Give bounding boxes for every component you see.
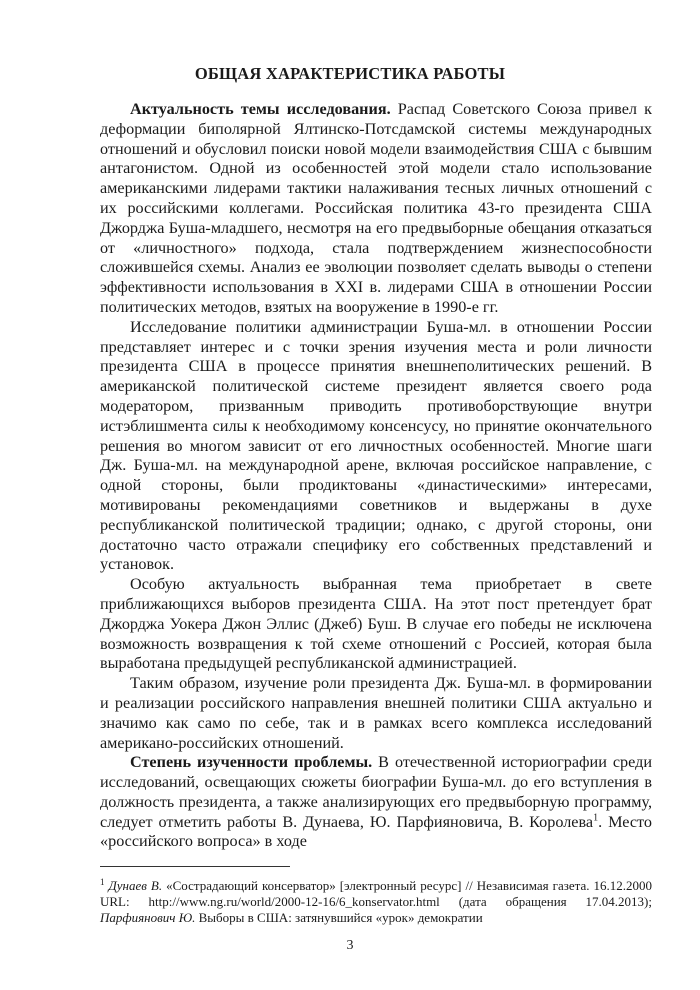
main-text bbox=[100, 100, 652, 852]
paragraph-text-tail: . Место «российского вопроса» в ходе bbox=[100, 812, 652, 851]
paragraph-historiography bbox=[100, 753, 652, 852]
page-number: 3 bbox=[346, 938, 354, 953]
footnote-text: «Сострадающий консерватор» [электронный ресурс] // Независимая газета. 16.12.2000 URL: http://www.ng.ru/world/2000-12-16/6_konservator.html (дата обращения 17.04.2013); bbox=[100, 878, 652, 909]
footnote-author: Парфиянович Ю. bbox=[100, 910, 196, 925]
footnote-reference[interactable]: 1 bbox=[593, 812, 599, 824]
footnote-separator bbox=[100, 866, 290, 867]
page-title: ОБЩАЯ ХАРАКТЕРИСТИКА РАБОТЫ bbox=[194, 64, 506, 83]
footnote-number: 1 bbox=[100, 876, 105, 887]
paragraph-personality: Исследование политики администрации Буша-мл. в отношении России представляет интерес и с точки зрения изучения места и роли личности президента США в процессе принятия внешнеполитических решений. В американской политической системе президент является своего рода модератором, призванным приводить противоборствующие внутри истэблишмента силы к необходимому консенсусу, но принятие окончательного решения во многом зависит от его личностных особенностей. Многие шаги Дж. Буша-мл. на международной арене, включая российское направление, с одной стороны, были продиктованы «династическими» интересами, мотивированы рекомендациями советников и выдержаны в духе республиканской политической традиции; однако, с другой стороны, они достаточно часто отражали специфику его собственных представлений и установок. bbox=[100, 317, 652, 574]
paragraph-text: Распад Советского Союза привел к деформации биполярной Ялтинско-Потсдамской системы международных отношений и обусловил поиски новой модели взаимодействия США с бывшим антагонистом. Одной из особенностей этой модели стало использование американскими лидерами тактики налаживания тесных личных отношений с их российскими коллегами. Российская политика 43-го президента США Джорджа Буша-младшего, несмотря на его предвыборные обещания отказаться от «личностного» подхода, стала подтверждением жизнеспособности сложившейся схемы. Анализ ее эволюции позволяет сделать выводы о степени эффективности использования в XXI в. лидерами США в отношении России политических методов, взятых на вооружение в 1990-е гг. bbox=[100, 100, 652, 316]
footnote bbox=[100, 878, 652, 926]
footnote-author: Дунаев В. bbox=[108, 878, 163, 893]
section-heading-historiography: Степень изученности проблемы. bbox=[130, 753, 373, 772]
section-heading-relevance: Актуальность темы исследования. bbox=[130, 100, 391, 118]
paragraph-elections: Особую актуальность выбранная тема приобретает в свете приближающихся выборов президента США. На этот пост претендует брат Джорджа Уокера Джон Эллис (Джеб) Буш. В случае его победы не исключена возможность возвращения к той схеме отношений с Россией, которая была выработана предыдущей республиканской администрацией. bbox=[100, 575, 652, 673]
footnote-text: Выборы в США: затянувшийся «урок» демократии bbox=[195, 910, 483, 925]
paragraph-relevance bbox=[100, 100, 652, 318]
paragraph-text: В отечественной историографии среди исследований, освещающих сюжеты биографии Буша-мл. до его вступления в должность президента, а также анализирующих его предвыборную программу, следует отметить работы В. Дунаева, Ю. Парфияновича, В. Королева bbox=[100, 753, 652, 831]
paragraph-conclusion: Таким образом, изучение роли президента Дж. Буша-мл. в формировании и реализации российского направления внешней политики США актуально и значимо как само по себе, так и в рамках всего комплекса исследований американо-российских отношений. bbox=[100, 674, 652, 752]
